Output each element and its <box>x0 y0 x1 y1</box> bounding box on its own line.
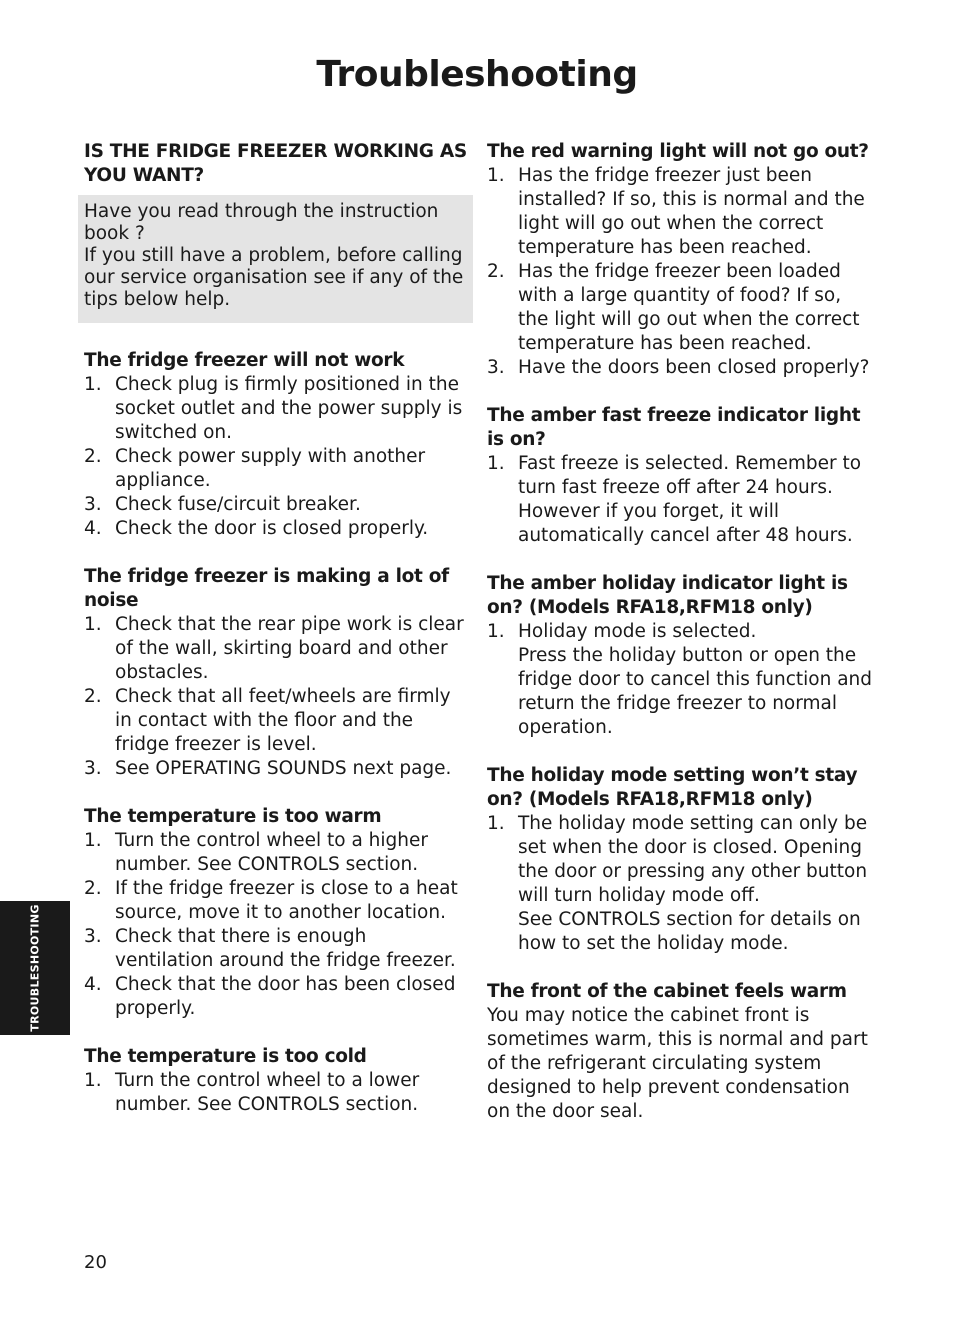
list-item <box>84 613 470 685</box>
step-list <box>487 812 875 956</box>
item-text: Have the doors been closed properly? <box>518 357 870 378</box>
item-number: 1. <box>84 614 102 635</box>
section-title: The amber fast freeze indicator light is on? <box>487 405 861 450</box>
section-title: The front of the cabinet feels warm <box>487 981 847 1002</box>
section-title: The fridge freezer is making a lot of noise <box>84 566 449 611</box>
left-column <box>84 140 470 1117</box>
section-red-warning-light <box>487 140 875 380</box>
item-number: 1. <box>487 813 505 834</box>
item-number: 2. <box>487 261 505 282</box>
intro-box <box>78 195 473 323</box>
item-text: Check plug is firmly positioned in the socket outlet and the power supply is switched on. <box>115 374 463 443</box>
list-item <box>84 1069 470 1117</box>
step-list <box>84 829 470 1021</box>
item-number: 2. <box>84 686 102 707</box>
section-title: The temperature is too cold <box>84 1046 367 1067</box>
item-text: Holiday mode is selected. <box>518 621 757 642</box>
list-item <box>84 829 470 877</box>
intro-heading: IS THE FRIDGE FREEZER WORKING AS YOU WANT? <box>84 141 467 186</box>
item-text: Check that the rear pipe work is clear of the wall, skirting board and other obstacles. <box>115 614 464 683</box>
item-text: Check that the door has been closed properly. <box>115 974 456 1019</box>
intro-box-line-1: Have you read through the instruction book ? <box>84 201 439 244</box>
section-noise <box>84 565 470 781</box>
list-item <box>84 517 470 541</box>
item-text: See OPERATING SOUNDS next page. <box>115 758 452 779</box>
item-number: 1. <box>487 165 505 186</box>
section-holiday-mode-setting <box>487 764 875 956</box>
section-paragraph: You may notice the cabinet front is sometimes warm, this is normal and part of the refrigerant circulating system designed to help prevent condensation on the door seal. <box>487 1005 868 1122</box>
list-item <box>487 620 875 740</box>
section-fast-freeze-light <box>487 404 875 548</box>
section-title: The holiday mode setting won’t stay on? (Models RFA18,RFM18 only) <box>487 765 858 810</box>
item-text: The holiday mode setting can only be set when the door is closed. Opening the door or pressing any other button will turn holiday mode off. <box>518 813 868 906</box>
list-item <box>84 493 470 517</box>
right-column <box>487 140 875 1124</box>
section-will-not-work <box>84 349 470 541</box>
item-number: 3. <box>84 494 102 515</box>
item-text: If the fridge freezer is close to a heat source, move it to another location. <box>115 878 458 923</box>
section-title: The red warning light will not go out? <box>487 141 869 162</box>
section-too-warm <box>84 805 470 1021</box>
item-number: 4. <box>84 518 102 539</box>
list-item <box>487 260 875 356</box>
section-too-cold <box>84 1045 470 1117</box>
item-text: Turn the control wheel to a higher number. See CONTROLS section. <box>115 830 428 875</box>
step-list <box>487 452 875 548</box>
list-item <box>487 452 875 548</box>
list-item <box>487 812 875 956</box>
item-text: Check fuse/circuit breaker. <box>115 494 361 515</box>
item-number: 2. <box>84 446 102 467</box>
item-number: 1. <box>487 453 505 474</box>
item-number: 3. <box>84 758 102 779</box>
section-holiday-light <box>487 572 875 740</box>
item-text: Fast freeze is selected. Remember to turn fast freeze off after 24 hours. However if you forget, it will automatically cancel after 48 hours. <box>518 453 862 546</box>
list-item <box>487 164 875 260</box>
item-text-continued: Press the holiday button or open the fridge door to cancel this function and return the fridge freezer to normal operation. <box>518 645 873 738</box>
item-number: 1. <box>84 1070 102 1091</box>
item-text: Check power supply with another appliance. <box>115 446 426 491</box>
step-list <box>84 373 470 541</box>
section-title: The fridge freezer will not work <box>84 350 405 371</box>
step-list <box>84 613 470 781</box>
list-item <box>84 685 470 757</box>
step-list <box>487 164 875 380</box>
list-item <box>84 925 470 973</box>
side-section-tab <box>0 901 70 1035</box>
step-list <box>84 1069 470 1117</box>
item-text: Check that all feet/wheels are firmly in contact with the floor and the fridge freezer is level. <box>115 686 451 755</box>
page-title: Troubleshooting <box>316 54 638 95</box>
item-text: Check that there is enough ventilation around the fridge freezer. <box>115 926 456 971</box>
item-text: Turn the control wheel to a lower number. See CONTROLS section. <box>115 1070 420 1115</box>
section-cabinet-warm <box>487 980 875 1124</box>
step-list <box>487 620 875 740</box>
page-number: 20 <box>84 1252 107 1273</box>
item-text: Has the fridge freezer just been installed? If so, this is normal and the light will go out when the correct temperature has been reached. <box>518 165 865 258</box>
item-number: 4. <box>84 974 102 995</box>
intro-box-line-2: If you still have a problem, before calling our service organisation see if any of the tips below help. <box>84 245 464 310</box>
item-text: Has the fridge freezer been loaded with a large quantity of food? If so, the light will go out when the correct temperature has been reached. <box>518 261 860 354</box>
list-item <box>84 877 470 925</box>
item-text-continued: See CONTROLS section for details on how to set the holiday mode. <box>518 909 861 954</box>
list-item <box>84 757 470 781</box>
side-tab-label: TROUBLESHOOTING <box>28 904 42 1032</box>
item-number: 3. <box>487 357 505 378</box>
list-item <box>84 973 470 1021</box>
list-item <box>487 356 875 380</box>
list-item <box>84 373 470 445</box>
item-number: 1. <box>487 621 505 642</box>
item-text: Check the door is closed properly. <box>115 518 429 539</box>
item-number: 1. <box>84 830 102 851</box>
section-title: The amber holiday indicator light is on? (Models RFA18,RFM18 only) <box>487 573 848 618</box>
section-title: The temperature is too warm <box>84 806 382 827</box>
item-number: 3. <box>84 926 102 947</box>
item-number: 1. <box>84 374 102 395</box>
item-number: 2. <box>84 878 102 899</box>
list-item <box>84 445 470 493</box>
